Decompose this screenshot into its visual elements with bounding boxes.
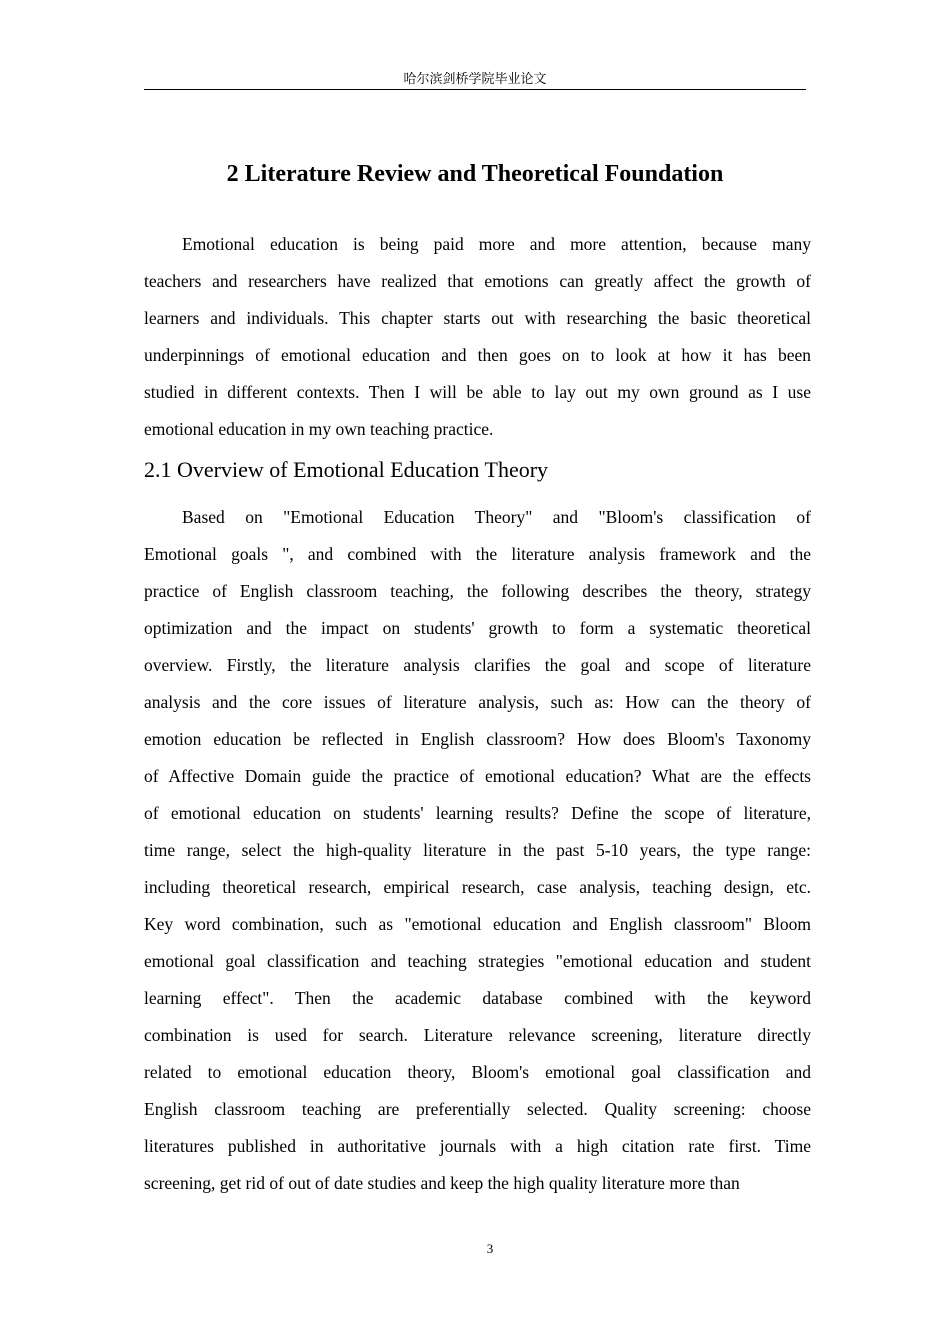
text-line: Key word combination, such as "emotional education and English classroom" Bloom: [144, 914, 811, 934]
text-line: screening, get rid of out of date studies and keep the high quality literature more than: [144, 1173, 740, 1193]
text-line: teachers and researchers have realized that emotions can greatly affect the growth of: [144, 271, 811, 291]
text-line: Based on "Emotional Education Theory" and "Bloom's classification of: [182, 507, 811, 527]
text-line: practice of English classroom teaching, the following describes the theory, strategy: [144, 581, 811, 601]
text-line: combination is used for search. Literature relevance screening, literature directly: [144, 1025, 811, 1045]
text-line: of emotional education on students' learning results? Define the scope of literature,: [144, 803, 811, 823]
body-paragraph: [144, 499, 811, 1202]
text-line: emotional goal classification and teaching strategies "emotional education and student: [144, 951, 811, 971]
text-line: English classroom teaching are preferentially selected. Quality screening: choose: [144, 1099, 811, 1119]
text-line: underpinnings of emotional education and then goes on to look at how it has been: [144, 345, 811, 365]
text-line: studied in different contexts. Then I will be able to lay out my own ground as I use: [144, 382, 811, 402]
running-header: 哈尔滨剑桥学院毕业论文: [403, 72, 547, 87]
text-line: including theoretical research, empirical research, case analysis, teaching design, etc.: [144, 877, 811, 897]
text-line: emotion education be reflected in English classroom? How does Bloom's Taxonomy: [144, 729, 811, 749]
text-line: literatures published in authoritative journals with a high citation rate first. Time: [144, 1136, 811, 1156]
text-line: of Affective Domain guide the practice of emotional education? What are the effects: [144, 766, 811, 786]
text-line: Emotional goals ", and combined with the literature analysis framework and the: [144, 544, 811, 564]
text-line: overview. Firstly, the literature analysis clarifies the goal and scope of literature: [144, 655, 811, 675]
text-line: time range, select the high-quality literature in the past 5-10 years, the type range:: [144, 840, 811, 860]
text-line: learners and individuals. This chapter starts out with researching the basic theoretical: [144, 308, 811, 328]
text-line: learning effect". Then the academic database combined with the keyword: [144, 988, 811, 1008]
header-rule: [144, 89, 806, 90]
text-line: Emotional education is being paid more and more attention, because many: [182, 234, 811, 254]
text-line: optimization and the impact on students' growth to form a systematic theoretical: [144, 618, 811, 638]
chapter-title: 2 Literature Review and Theoretical Foundation: [226, 161, 724, 187]
text-line: related to emotional education theory, Bloom's emotional goal classification and: [144, 1062, 811, 1082]
section-title: 2.1 Overview of Emotional Education Theory: [144, 457, 549, 482]
text-line: analysis and the core issues of literature analysis, such as: How can the theory of: [144, 692, 811, 712]
page-number: 3: [486, 1241, 494, 1256]
intro-paragraph: [144, 226, 811, 448]
text-line: emotional education in my own teaching practice.: [144, 419, 494, 439]
